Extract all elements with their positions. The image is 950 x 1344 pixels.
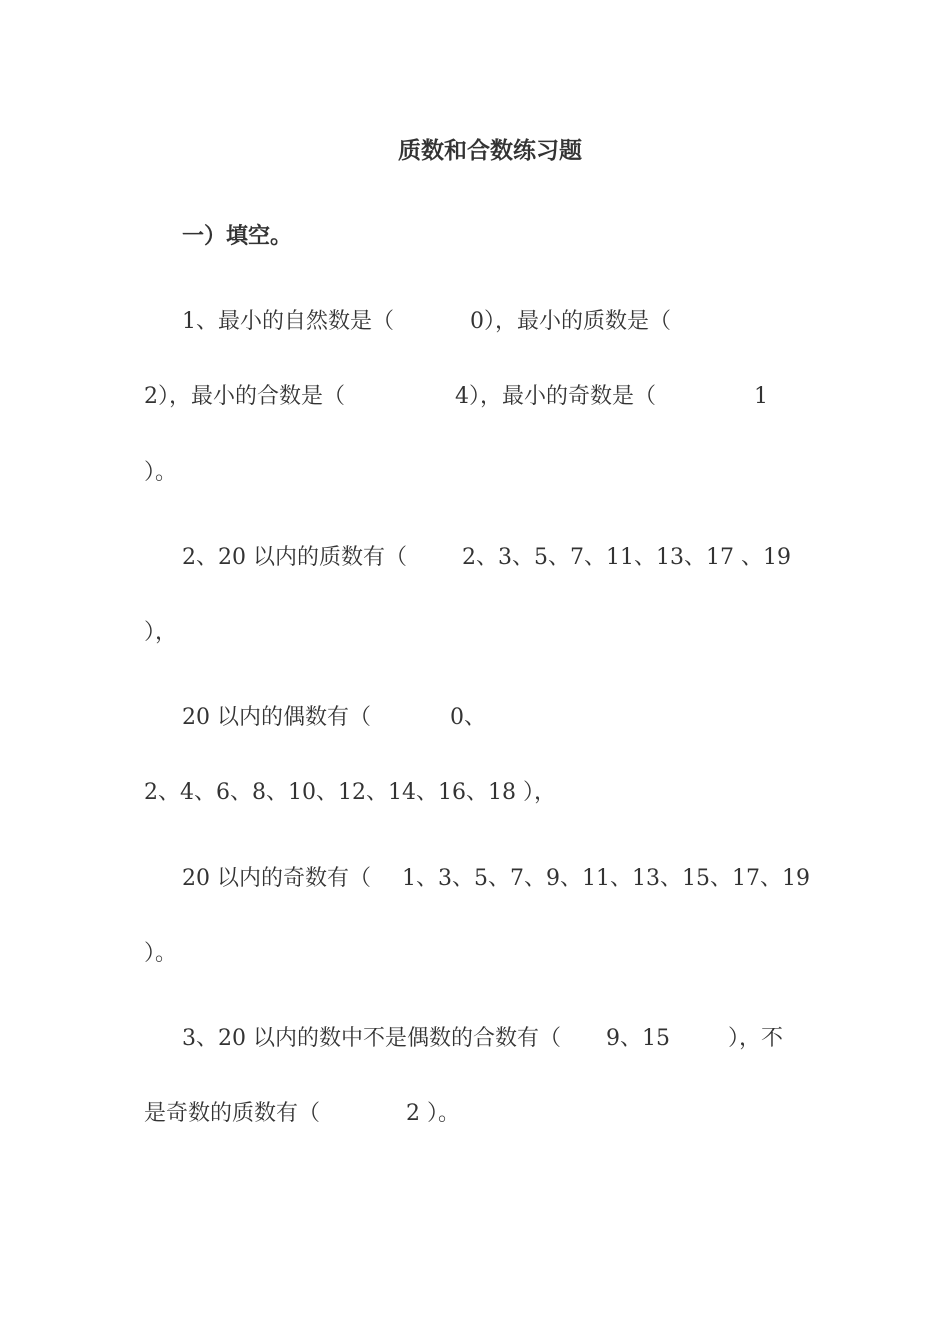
- q3-line2-part-b: 2 ）。: [406, 1101, 460, 1126]
- q1-line2-part-b: 4），最小的奇数是（: [455, 384, 656, 409]
- q1-line1-part-a: 1、最小的自然数是（: [182, 309, 394, 334]
- q3-line1-part-a: 3、20 以内的数中不是偶数的合数有（: [182, 1026, 561, 1051]
- q2-even-line1-part-a: 20 以内的偶数有（: [182, 705, 371, 730]
- q2-line2: ），: [144, 620, 178, 645]
- q3-line1-part-c: ），不: [728, 1026, 784, 1051]
- q2-odd-line2: ）。: [144, 941, 178, 966]
- q3-line1-part-b: 9、15: [606, 1026, 670, 1051]
- page-title: 质数和合数练习题: [398, 138, 582, 164]
- q1-line2-part-a: 2），最小的合数是（: [144, 384, 345, 409]
- q1-line2-part-c: 1: [754, 384, 768, 409]
- q2-line1-part-b: 2、3、5、7、11、13、17 、19: [462, 545, 791, 570]
- section-heading: 一）填空。: [182, 224, 293, 249]
- q2-even-line2: 2、4、6、8、10、12、14、16、18 ），: [144, 780, 556, 805]
- q3-line2-part-a: 是奇数的质数有（: [144, 1101, 321, 1126]
- q2-even-line1-part-b: 0、: [450, 705, 486, 730]
- q2-line1-part-a: 2、20 以内的质数有（: [182, 545, 407, 570]
- q1-line3: ）。: [144, 460, 178, 485]
- q1-line1-part-b: 0），最小的质数是（: [470, 309, 671, 334]
- q2-odd-line1-part-a: 20 以内的奇数有（: [182, 866, 371, 891]
- q2-odd-line1-part-b: 1、3、5、7、9、11、13、15、17、19: [402, 866, 810, 891]
